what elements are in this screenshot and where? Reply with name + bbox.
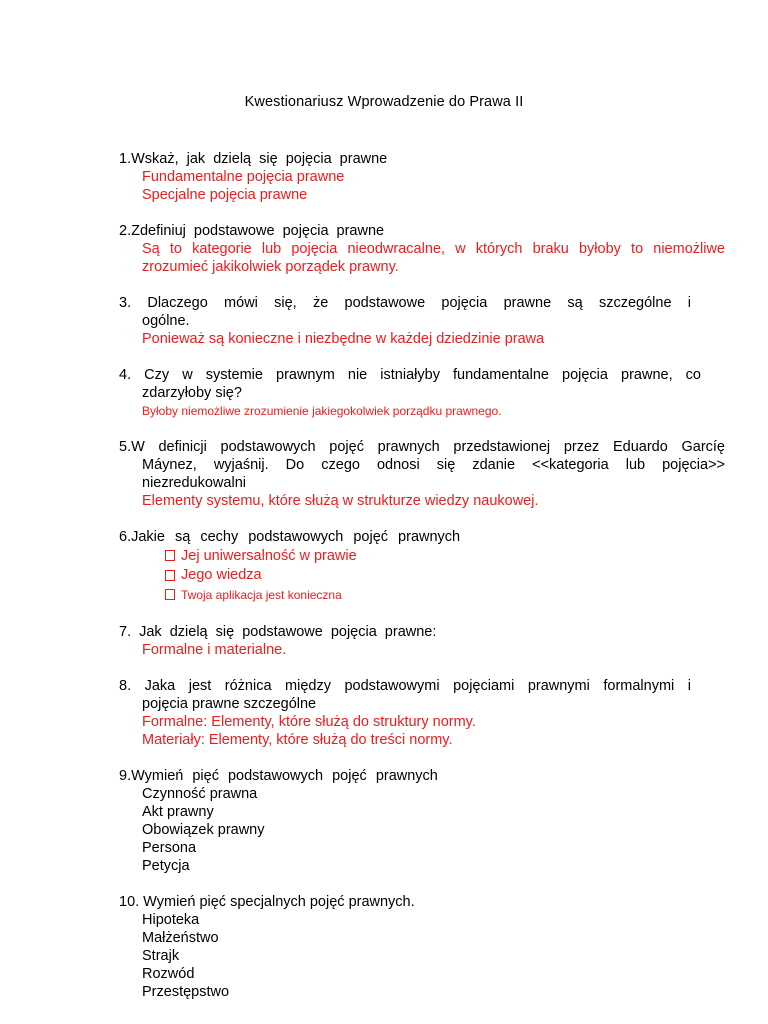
question-8 [119,677,725,749]
list-item: Petycja [142,857,190,874]
question-text: 3. Dlaczego mówi się, że podstawowe pojęcia prawne są szczególne i [119,295,691,311]
question-text: Máynez, wyjaśnij. Do czego odnosi się zdanie <<kategoria lub pojęcia>> [142,457,725,473]
answer-list [119,546,725,605]
answer-line: Specjalne pojęcia prawne [142,187,308,203]
question-6 [119,528,725,605]
questionnaire [119,150,725,1019]
checkbox-icon [165,550,175,561]
list-item: Czynność prawna [142,785,258,802]
question-text: pojęcia prawne szczególne [142,695,317,712]
question-text: 2.Zdefiniuj podstawowe pojęcia prawne [119,223,385,239]
question-text: 9.Wymień pięć podstawowych pojęć prawnych [119,767,438,784]
list-item: Hipoteka [142,911,200,928]
question-text: 1.Wskaż, jak dzielą się pojęcia prawne [119,151,388,167]
question-1 [119,150,725,204]
question-text: zdarzyłoby się? [142,385,242,401]
checkbox-icon [165,570,175,581]
question-text: 4. Czy w systemie prawnym nie istniałyby fundamentalne pojęcia prawne, co [119,367,701,383]
question-text: 10. Wymień pięć specjalnych pojęć prawnych. [119,893,415,910]
question-text: 5.W definicji podstawowych pojęć prawnych przedstawionej przez Eduardo Garcíę [119,439,725,455]
answer-line: Formalne i materialne. [142,641,287,658]
list-item: Jego wiedza [165,566,725,586]
list-item: Twoja aplikacja jest konieczna [165,585,725,605]
question-text: 8. Jaka jest różnica między podstawowymi pojęciami prawnymi formalnymi i [119,677,691,694]
answer-line: Ponieważ są konieczne i niezbędne w każdej dziedzinie prawa [142,331,545,347]
question-3 [119,294,725,348]
answer-line: zrozumieć jakikolwiek porządek prawny. [142,259,399,275]
question-9 [119,767,725,875]
list-item: Przestępstwo [142,983,230,1000]
list-item: Akt prawny [142,803,214,820]
list-item: Strajk [142,947,180,964]
question-7 [119,623,725,659]
list-item: Rozwód [142,965,195,982]
list-item: Persona [142,839,197,856]
list-item: Jej uniwersalność w prawie [165,546,725,566]
question-text: niezredukowalni [142,475,246,491]
answer-line: Fundamentalne pojęcia prawne [142,169,345,185]
answer-line: Elementy systemu, które służą w strukturze wiedzy naukowej. [142,493,539,509]
question-4 [119,366,725,420]
question-10 [119,893,725,1001]
answer-line: Są to kategorie lub pojęcia nieodwracalne, w których braku byłoby to niemożliwe [142,241,725,257]
answer-line: Materiały: Elementy, które służą do treści normy. [142,731,453,748]
list-item: Małżeństwo [142,929,219,946]
checkbox-icon [165,589,175,600]
answer-line: Byłoby niemożliwe zrozumienie jakiegokolwiek porządku prawnego. [142,404,502,418]
list-item: Obowiązek prawny [142,821,265,838]
question-text: ogólne. [142,313,190,329]
question-text: 7. Jak dzielą się podstawowe pojęcia prawne: [119,623,437,640]
question-5 [119,438,725,510]
question-text: 6.Jakie są cechy podstawowych pojęć prawnych [119,529,461,545]
question-2 [119,222,725,276]
page-title: Kwestionariusz Wprowadzenie do Prawa II [244,94,524,110]
answer-line: Formalne: Elementy, które służą do struktury normy. [142,713,476,730]
